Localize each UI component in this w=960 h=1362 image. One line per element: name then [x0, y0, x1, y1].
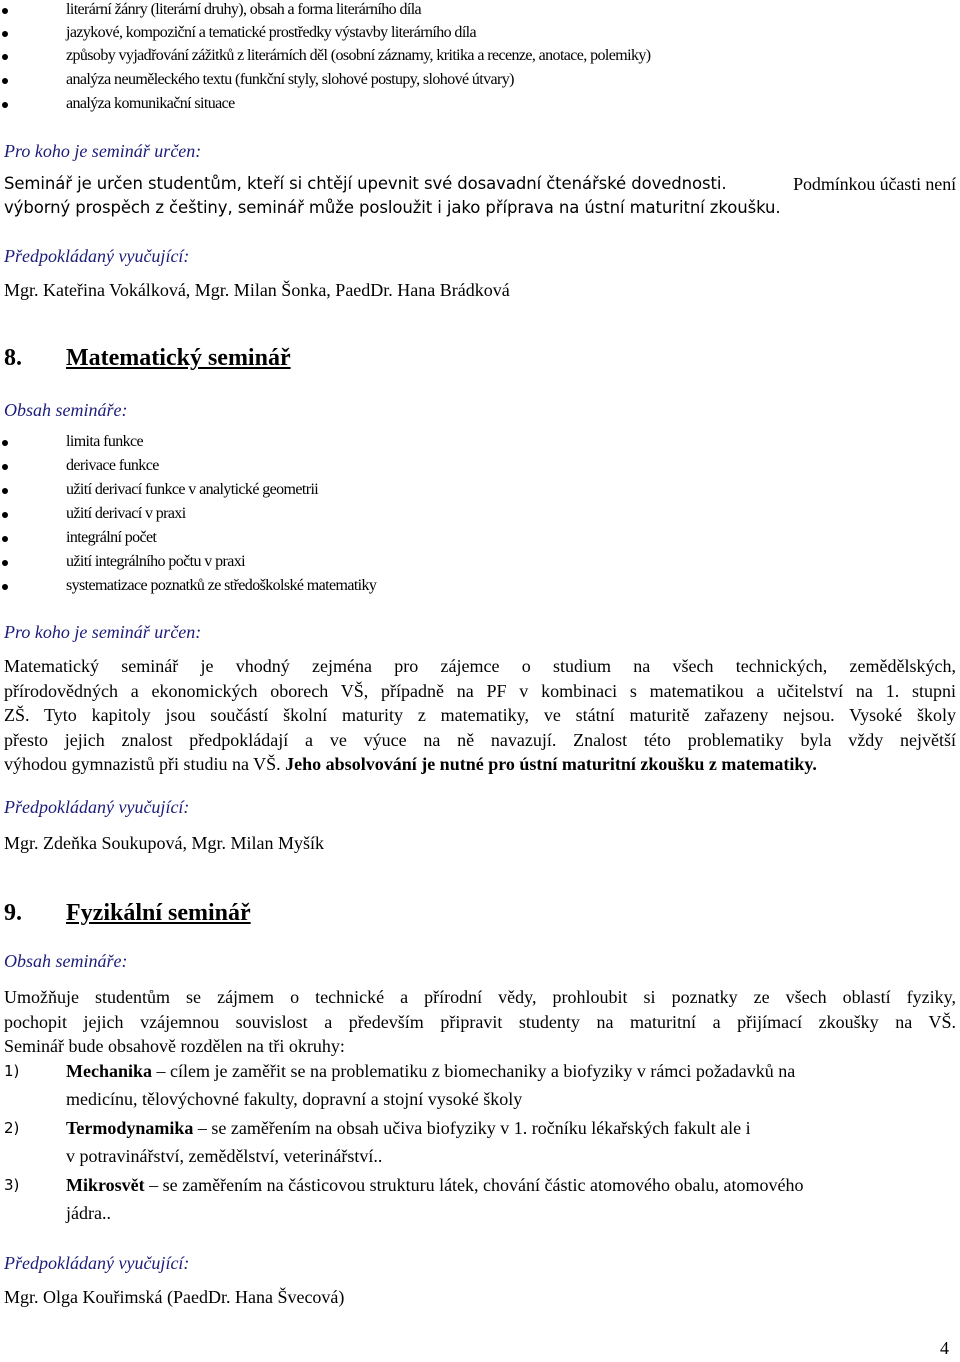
section-heading-target: Pro koho je seminář určen:: [4, 622, 202, 642]
section-heading-content: Obsah semináře:: [4, 951, 128, 971]
bullet-icon: [2, 102, 8, 108]
section-heading-teacher: Předpokládaný vyučující:: [4, 1253, 190, 1273]
bullet-icon: [2, 560, 8, 566]
bullet-icon: [2, 31, 8, 37]
paragraph: Umožňuje studentům se zájmem o technické a přírodní vědy, prohloubit si poznatky ze všech oblastí fyziky, pochopit jejich vzájemnou souvislost a především připravit studenty na maturitní a přijímací zkoušky na VŠ. Seminář bude obsahově rozdělen na tři okruhy:: [4, 987, 956, 1056]
paragraph: Seminář je určen studentům, kteří si chtějí upevnit své dosavadní čtenářské dovednosti. Podmínkou účasti není: [4, 174, 956, 194]
bullet-icon: [2, 536, 8, 542]
document-page: literární žánry (literární druhy), obsah a forma literárního díla jazykové, kompoziční a tematické prostředky výstavby literárního díla způsoby vyjadřování zážitků z literárních děl (osobní záznamy, kritika a recenze, anotace, polemiky) analýza neuměleckého textu (funkční styly, slohové postupy, slohové útvary) analýza komunikační situace Pro koho je seminář určen: Seminář je určen studentům, kteří si chtějí upevnit své dosavadní čtenářské dovednosti. Podmínkou účasti není výborný prospěch z češtiny, seminář může posloužit i jako příprava na ústní maturitní zkoušku. Předpokládaný vyučující: Mgr. Kateřina Vokálková, Mgr. Milan Šonka, PaedDr. Hana Brádková 8. Matematický seminář Obsah semináře: limita funkce derivace funkce užití derivací funkce v analytické geometrii užití derivací v praxi integrální počet užití integrálního počtu v praxi systematizace poznatků ze středoškolské matematiky Pro koho je seminář určen: Matematický seminář je vhodný zejména pro zájemce o studium na všech technických, zemědělských, přírodovědných a ekonomických oborech VŠ, případně na PF v kombinaci s matematikou a učitelství na 1. stupni ZŠ. Tyto kapitoly jsou součástí školní maturity z matematiky, ve státní maturitě zařazeny nejsou. Vysoké školy přesto jejich znalost předpokládají a ve výuce na ně navazují. Znalost této problematiky byla vždy největší výhodou gymnazistů při studiu na VŠ. Jeho absolvování je nutné pro ústní maturitní zkoušku z matematiky. Předpokládaný vyučující: Mgr. Zdeňka Soukupová, Mgr. Milan Myšík 9. Fyzikální seminář Obsah semináře: Umožňuje studentům se zájmem o technické a přírodní vědy, prohloubit si poznatky ze všech oblastí fyziky, pochopit jejich vzájemnou souvislost a především připravit studenty na maturitní a přijímací zkoušky na VŠ. Seminář bude obsahově rozdělen na tři okruhy: 1) Mechanika – cílem je zaměřit se na problematiku z biomechaniky a biofyziky v rámci požadavků na medicínu, tělovýchovné fakulty, dopravní a stojní vysoké školy 2) Termodynamika – se zaměřením na obsah učiva biofyziky v 1. ročníku lékařských fakult ale i v potravinářství, zemědělství, veterinářství.. 3) Mikrosvět – se zaměřením na částicovou strukturu látek, chování částic atomového obalu, atomového jádra.. Předpokládaný vyučující: Mgr. Olga Kouřimská (PaedDr. Hana Švecová) 4: [4, 1, 956, 1358]
bullet-icon: [2, 78, 8, 84]
teacher-names: Mgr. Olga Kouřimská (PaedDr. Hana Švecová): [4, 1287, 345, 1307]
bullet-icon: [2, 8, 8, 14]
bullet-icon: [2, 584, 8, 590]
bullet-icon: [2, 488, 8, 494]
paragraph: Matematický seminář je vhodný zejména pro zájemce o studium na všech technických, zemědělských, přírodovědných a ekonomických oborech VŠ, případně na PF v kombinaci s matematikou a učitelství na 1. stupni ZŠ. Tyto kapitoly jsou součástí školní maturity z matematiky, ve státní maturitě zařazeny nejsou. Vysoké školy přesto jejich znalost předpokládají a ve výuce na ně navazují. Znalost této problematiky byla vždy největší výhodou gymnazistů při studiu na VŠ. Jeho absolvování je nutné pro ústní maturitní zkoušku z matematiky.: [4, 656, 956, 774]
section-title-physics: 9. Fyzikální seminář: [4, 900, 251, 926]
paragraph-line: výborný prospěch z češtiny, seminář může posloužit i jako příprava na ústní maturitní zkoušku.: [4, 198, 781, 217]
section-title-math: 8. Matematický seminář: [4, 345, 291, 371]
teacher-names: Mgr. Kateřina Vokálková, Mgr. Milan Šonka, PaedDr. Hana Brádková: [4, 280, 510, 300]
bullet-icon: [2, 464, 8, 470]
section-heading-teacher: Předpokládaný vyučující:: [4, 797, 190, 817]
section-heading-content: Obsah semináře:: [4, 400, 128, 420]
page-number: 4: [940, 1338, 949, 1358]
section-heading-target: Pro koho je seminář určen:: [4, 141, 202, 161]
bullet-icon: [2, 512, 8, 518]
bullet-icon: [2, 440, 8, 446]
section-heading-teacher: Předpokládaný vyučující:: [4, 246, 190, 266]
teacher-names: Mgr. Zdeňka Soukupová, Mgr. Milan Myšík: [4, 833, 324, 853]
bullet-icon: [2, 54, 8, 60]
